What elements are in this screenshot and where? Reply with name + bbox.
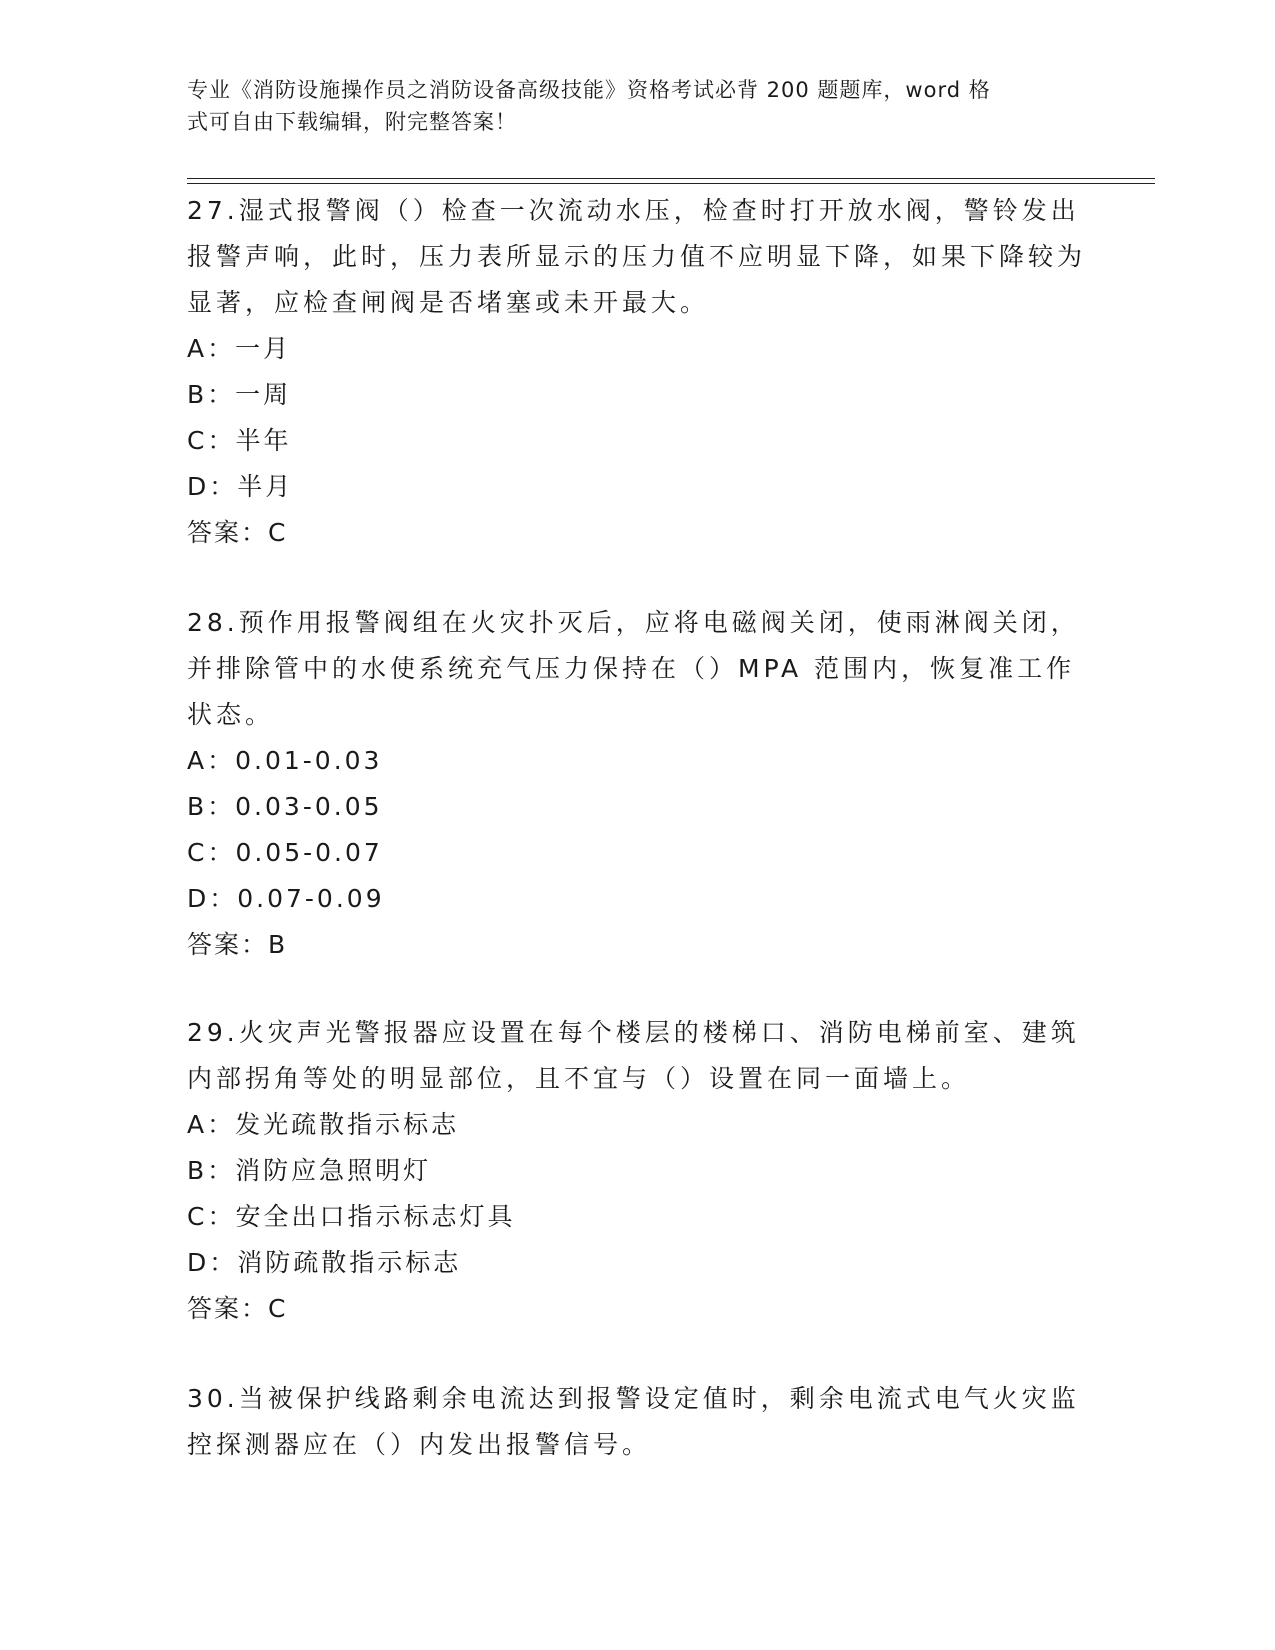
question-29 [187,1010,1087,1332]
question-stem: 27.湿式报警阀（）检查一次流动水压，检查时打开放水阀，警铃发出报警声响，此时，压力表所显示的压力值不应明显下降，如果下降较为显著，应检查闸阀是否堵塞或未开最大。 [187,196,1087,317]
question-27 [187,188,1087,556]
document-header [187,74,1067,138]
question-28 [187,600,1087,968]
option-b: B：消防应急照明灯 [187,1156,432,1185]
answer-line [187,510,1087,556]
answer-line [187,922,1087,968]
answer-line [187,1286,1087,1332]
header-line-1: 专业《消防设施操作员之消防设备高级技能》资格考试必背 200 题题库，word 格 [187,78,991,102]
option-b: B：一周 [187,380,292,409]
answer-label: 答案： [187,518,269,547]
header-divider-bottom [187,183,1155,184]
header-line-2: 式可自由下载编辑，附完整答案！ [187,110,517,134]
option-c: C：0.05-0.07 [187,838,383,867]
option-a: A：0.01-0.03 [187,746,383,775]
answer-value: C [268,1294,288,1323]
option-d: D：消防疏散指示标志 [187,1248,462,1277]
question-stem: 30.当被保护线路剩余电流达到报警设定值时，剩余电流式电气火灾监控探测器应在（）内发出报警信号。 [187,1384,1080,1459]
option-c: C：半年 [187,426,292,455]
option-c: C：安全出口指示标志灯具 [187,1202,516,1231]
option-d: D：半月 [187,472,294,501]
question-stem: 29.火灾声光警报器应设置在每个楼层的楼梯口、消防电梯前室、建筑内部拐角等处的明显部位，且不宜与（）设置在同一面墙上。 [187,1018,1080,1093]
header-divider-top [187,178,1155,179]
option-a: A：一月 [187,334,292,363]
answer-label: 答案： [187,930,269,959]
option-d: D：0.07-0.09 [187,884,385,913]
option-b: B：0.03-0.05 [187,792,383,821]
option-a: A：发光疏散指示标志 [187,1110,460,1139]
question-stem: 28.预作用报警阀组在火灾扑灭后，应将电磁阀关闭，使雨淋阀关闭，并排除管中的水使系统充气压力保持在（）MPA 范围内，恢复准工作状态。 [187,608,1080,729]
answer-value: C [268,518,288,547]
question-30 [187,1376,1087,1468]
answer-label: 答案： [187,1294,269,1323]
answer-value: B [268,930,288,959]
